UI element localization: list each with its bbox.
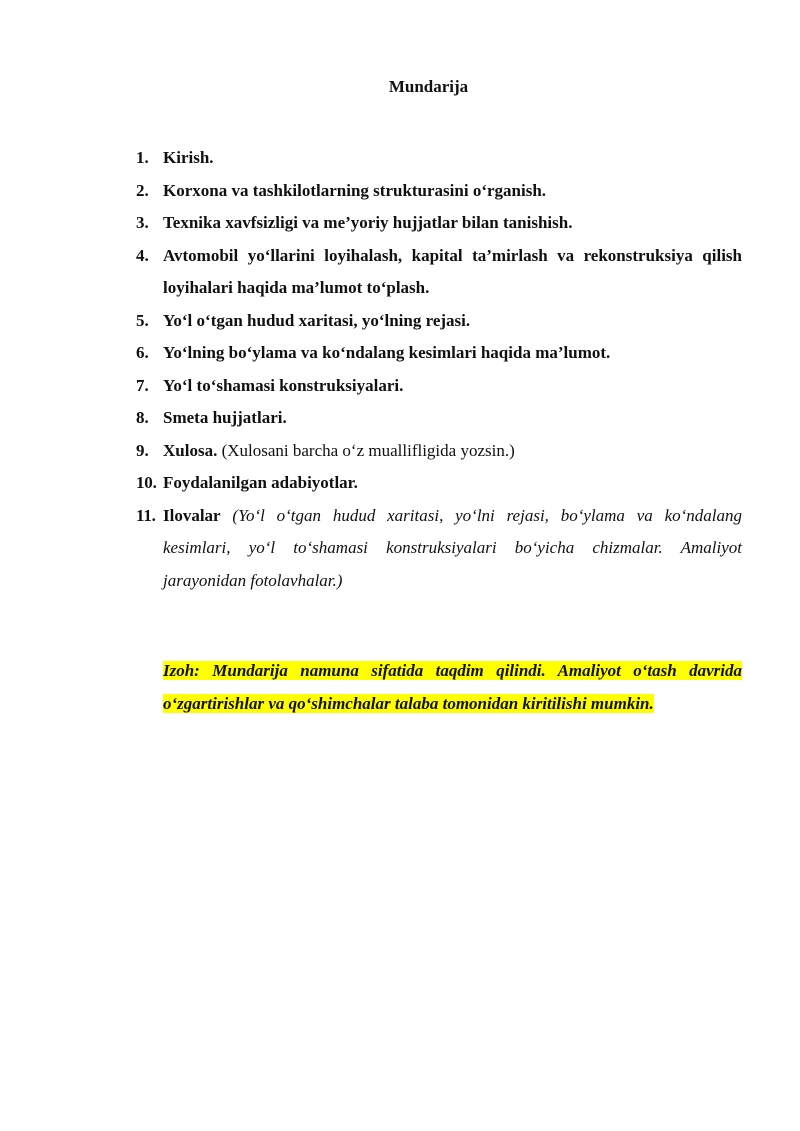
toc-item-number: 11. [136,505,156,525]
toc-item-1 [136,142,742,175]
toc-item-text: Korxona va tashkilotlarning strukturasini o‘rganish. [163,180,547,200]
toc-item-text: Yo‘l o‘tgan hudud xaritasi, yo‘lning rejasi. [163,310,471,330]
toc-item-3 [136,207,742,240]
toc-item-text: Smeta hujjatlari. [163,408,287,427]
toc-item-number: 4. [136,245,149,265]
toc-item-number: 6. [136,343,149,362]
toc-item-4 [136,240,742,305]
toc-item-number: 10. [136,473,157,492]
toc-item-11 [136,500,742,598]
toc-item-text: Yo‘lning bo‘ylama va ko‘ndalang kesimlari haqida ma’lumot. [163,343,611,362]
toc-item-bold-text: Ilovalar [163,505,221,525]
note-paragraph [163,655,742,720]
toc-item-text [163,435,742,468]
toc-item-italic-text: (Yo‘l o‘tgan hudud xaritasi, yo‘lni rejasi, bo‘ylama va ko‘ndalang kesimlari, yo‘l to‘shamasi konstruksiyalari bo‘yicha chizmalar. Amaliyot jarayonidan fotolavhalar.) [163,505,742,590]
toc-item-number: 2. [136,180,149,200]
toc-item-10 [136,467,742,500]
toc-item-text: Foydalanilgan adabiyotlar. [163,473,358,492]
table-of-contents [136,142,742,597]
toc-item-number: 8. [136,408,149,427]
toc-item-6 [136,337,742,370]
toc-item-number: 1. [136,148,149,167]
toc-item-number: 5. [136,310,149,330]
toc-item-regular-text: (Xulosani barcha o‘z muallifligida yozsin.) [217,440,515,460]
toc-item-text [163,500,742,598]
toc-item-2 [136,175,742,208]
toc-item-number: 9. [136,440,149,460]
toc-item-number: 7. [136,375,149,395]
toc-item-bold-text: Xulosa. [163,440,218,460]
toc-item-9 [136,435,742,468]
toc-item-text: Texnika xavfsizligi va me’yoriy hujjatlar bilan tanishish. [163,213,573,232]
toc-item-5 [136,305,742,338]
toc-item-text: Avtomobil yo‘llarini loyihalash, kapital ta’mirlash va rekonstruksiya qilish loyihalari haqida ma’lumot to‘plash. [163,245,742,297]
toc-item-7 [136,370,742,403]
toc-item-text: Kirish. [163,148,214,167]
toc-item-8 [136,402,742,435]
page-title: Mundarija [388,77,469,96]
toc-item-number: 3. [136,213,149,232]
highlighted-note-text: Izoh: Mundarija namuna sifatida taqdim qilindi. Amaliyot o‘tash davrida o‘zgartirishlar va qo‘shimchalar talaba tomonidan kiritilishi mumkin. [163,661,742,713]
toc-item-text: Yo‘l to‘shamasi konstruksiyalari. [163,375,404,395]
